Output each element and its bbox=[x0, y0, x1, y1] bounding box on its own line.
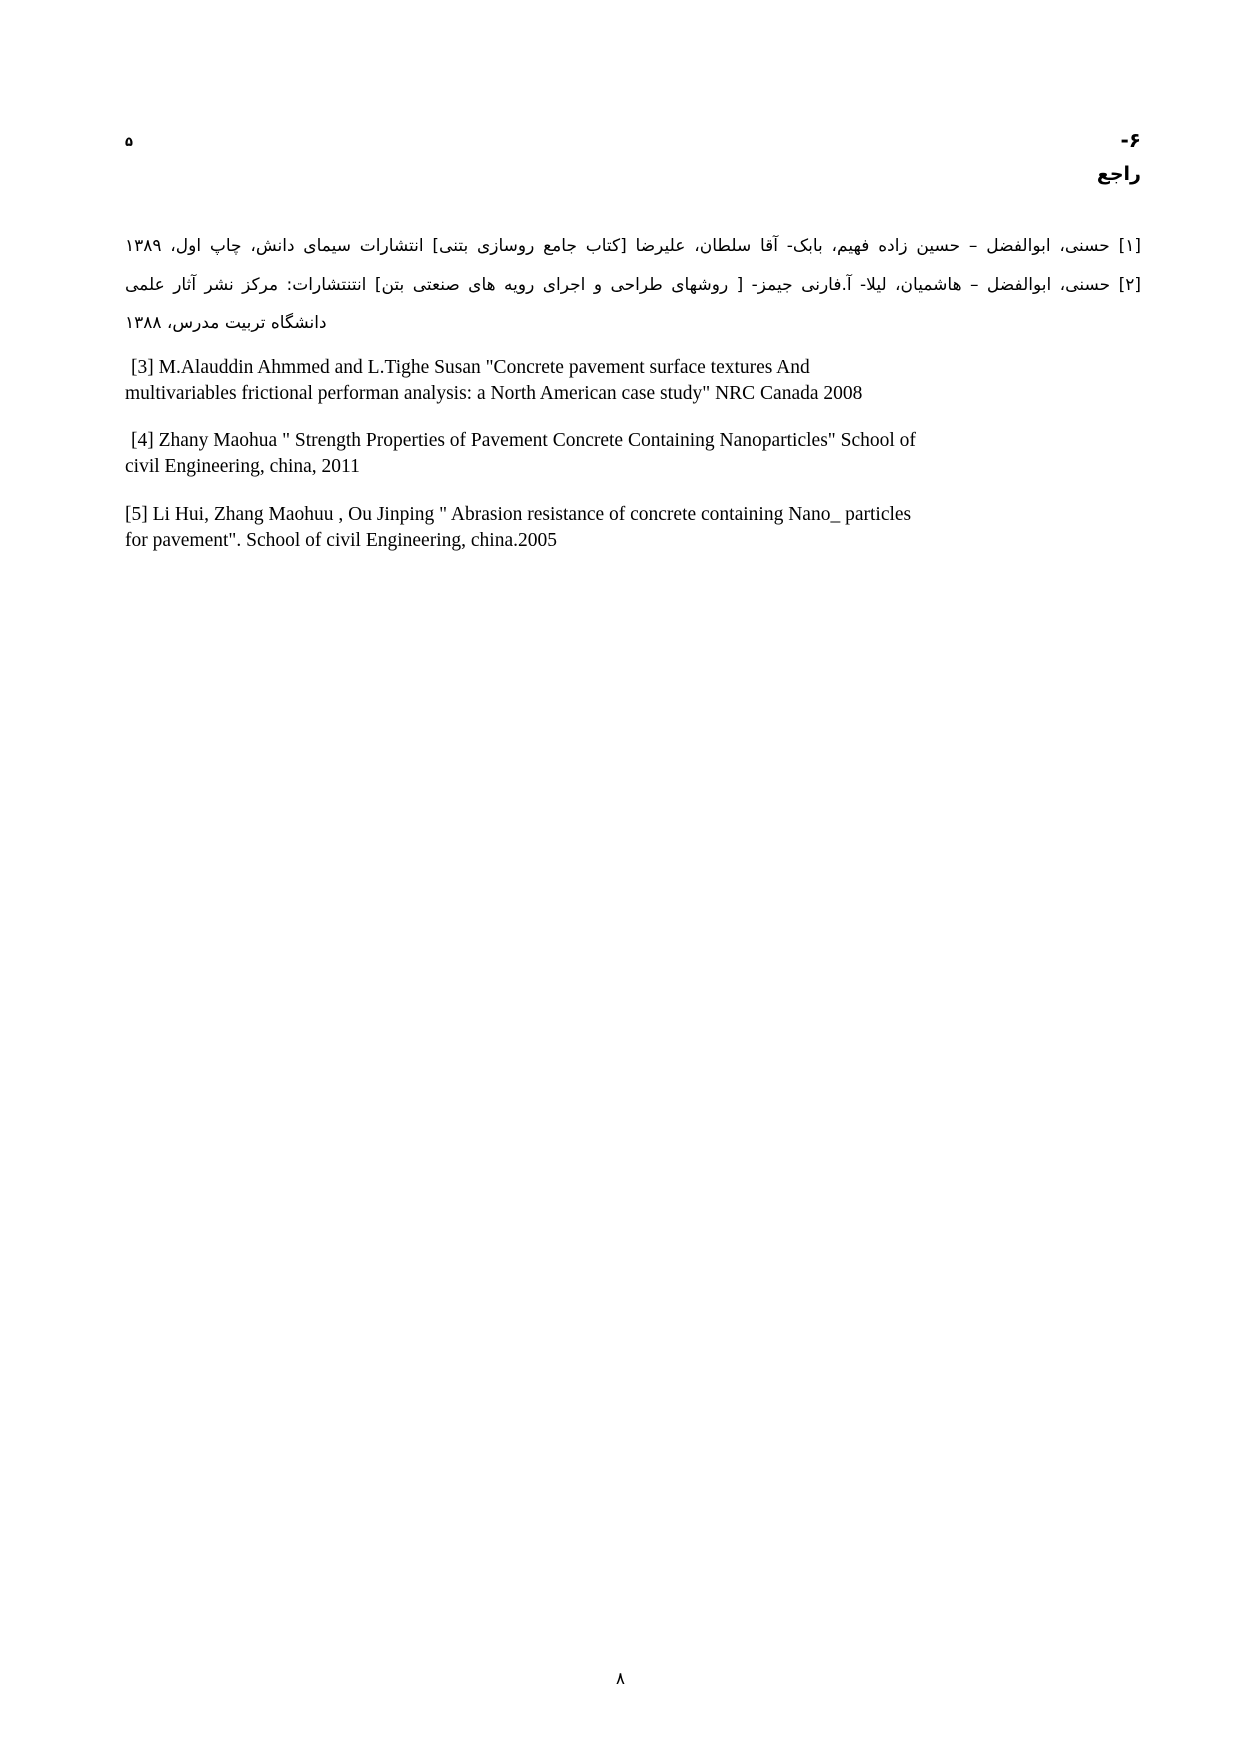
english-reference-list bbox=[125, 355, 921, 575]
list-item: [3] M.Alauddin Ahmmed and L.Tighe Susan "Concrete pavement surface textures And multivariables frictional performan analysis: a North American case study" NRC Canada 2008 bbox=[125, 357, 863, 404]
page-header bbox=[125, 128, 1141, 162]
persian-reference-list bbox=[125, 228, 1141, 344]
header-section-number: ۶- bbox=[1120, 128, 1141, 152]
list-item: [۲] حسنی، ابوالفضل – هاشمیان، لیلا- آ.فارنی جیمز- [ روشهای طراحی و اجرای رویه های صنعتی بتن] انتنتشارات: مرکز نشر آثار علمی bbox=[125, 274, 1141, 295]
page-number: ۸ bbox=[615, 1669, 626, 1689]
list-item: [۱] حسنی، ابوالفضل – حسین زاده فهیم، بابک- آقا سلطان، علیرضا [کتاب جامع روسازی بتنی] انتشارات سیمای دانش، چاپ اول، ۱۳۸۹ bbox=[125, 236, 1141, 256]
list-item: دانشگاه تربیت مدرس، ۱۳۸۸ bbox=[125, 313, 327, 334]
header-left-marker: ۵ bbox=[125, 135, 133, 150]
list-item: [5] Li Hui, Zhang Maohuu , Ou Jinping " Abrasion resistance of concrete containing Nano_ particles for pavement". School of civil Engineering, china.2005 bbox=[125, 503, 912, 551]
list-item: [4] Zhany Maohua " Strength Properties of Pavement Concrete Containing Nanoparticles" School of civil Engineering, china, 2011 bbox=[125, 430, 916, 478]
page-title: راجع bbox=[1096, 163, 1141, 185]
